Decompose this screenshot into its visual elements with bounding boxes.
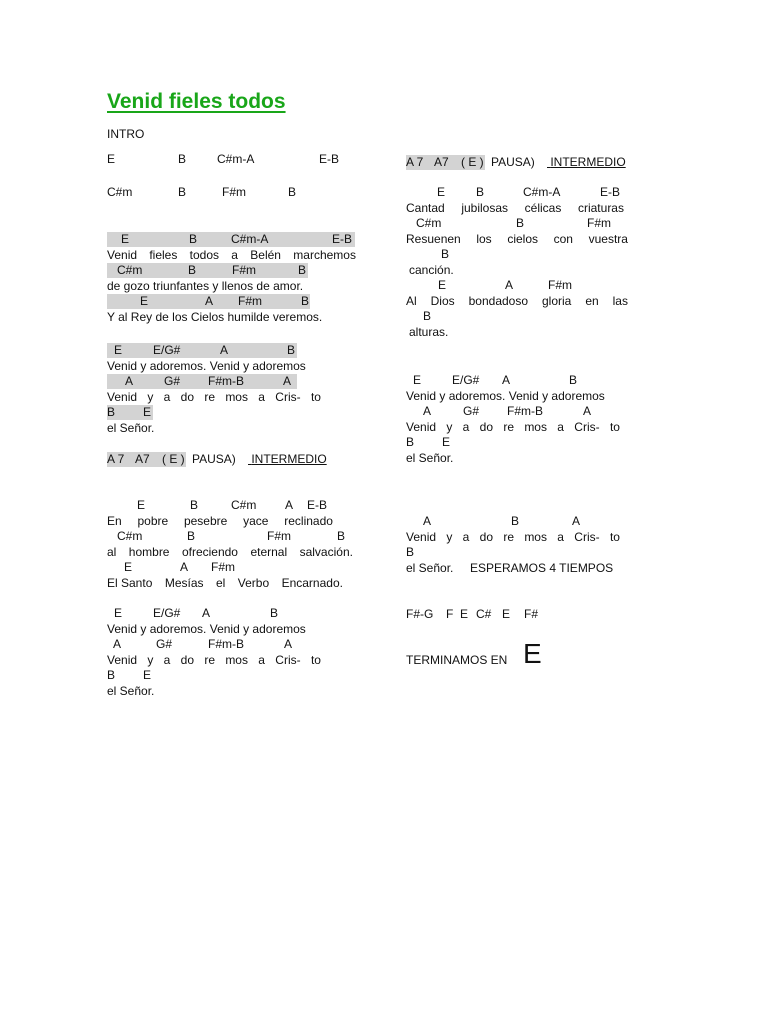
lyric-word: to <box>310 390 321 404</box>
chord: C#m-A <box>523 185 561 199</box>
chorus2-lyric-2 <box>107 653 321 668</box>
chord: A <box>583 404 592 418</box>
chord: B <box>107 405 116 419</box>
chord: A <box>423 514 432 528</box>
chord: B <box>288 185 297 199</box>
chord: B <box>301 294 310 308</box>
chord: G# <box>164 374 181 388</box>
chord: A 7 <box>107 452 125 466</box>
lyric-word: to <box>609 420 620 434</box>
lyric-word: mos <box>524 530 547 544</box>
interlude-left <box>107 452 355 467</box>
chorus1-lyric-1: Venid y adoremos. Venid y adoremos <box>107 359 306 373</box>
v1-chords-3 <box>107 294 355 309</box>
chord: E <box>107 152 116 166</box>
outro-chords <box>406 607 636 622</box>
intermedio-label <box>248 452 327 467</box>
intro-chords-1 <box>107 152 355 167</box>
ending-chords-2 <box>406 545 636 560</box>
chord: A <box>505 278 514 292</box>
chord: A 7 <box>406 155 424 169</box>
intermedio-text: INTERMEDIO <box>251 452 327 466</box>
v1-chords-2 <box>107 263 355 278</box>
chord: F#m-B <box>208 374 244 388</box>
lyric-word: re <box>204 390 215 404</box>
chord: E <box>437 185 446 199</box>
lyric-word: mos <box>524 420 547 434</box>
v2-chords-1 <box>107 498 355 513</box>
chord: A <box>285 498 294 512</box>
lyric-word: pobre <box>137 514 169 528</box>
chord: C#m <box>416 216 442 230</box>
lyric-word: Encarnado. <box>281 576 343 590</box>
lyric-word: y <box>446 530 453 544</box>
chord: B <box>188 263 197 277</box>
song-title: Venid fieles todos <box>107 90 286 113</box>
lyric-word: a <box>258 653 265 667</box>
chord: B <box>270 606 279 620</box>
chord: B <box>178 152 187 166</box>
ending-lyric-1 <box>406 530 620 545</box>
lyric-word: bondadoso <box>468 294 529 308</box>
lyric-word: Belén <box>250 248 281 262</box>
lyric-word: Verbo <box>237 576 270 590</box>
chorus1-lyric-2 <box>107 390 321 405</box>
lyric-word: En <box>107 514 122 528</box>
chord: B <box>298 263 307 277</box>
chord: F#m <box>548 278 572 292</box>
lyric-word: a <box>231 248 238 262</box>
v3-chords-3 <box>406 247 636 262</box>
chord: B <box>287 343 296 357</box>
lyric-word: jubilosas <box>461 201 509 215</box>
chord: E <box>121 232 130 246</box>
chord: F <box>446 607 454 621</box>
lyric-word: re <box>503 420 514 434</box>
lyric-word: los <box>476 232 492 246</box>
lyric-word: célicas <box>524 201 562 215</box>
lyric-word: Cantad <box>406 201 445 215</box>
chord: F#m <box>211 560 235 574</box>
lyric-word: hombre <box>128 545 170 559</box>
lyric-word: a <box>163 653 171 667</box>
chorus1-chords-2 <box>107 374 355 389</box>
chorus3-chords-1 <box>406 373 636 388</box>
lyric-word: pesebre <box>183 514 228 528</box>
chord: A <box>205 294 214 308</box>
chord: F#m <box>238 294 262 308</box>
v2-chords-3 <box>107 560 355 575</box>
lyric-word: las <box>612 294 628 308</box>
lyric-word: salvación. <box>299 545 353 559</box>
chord: A7 <box>434 155 449 169</box>
chord: E-B <box>600 185 621 199</box>
v2-lyric-3 <box>107 576 343 591</box>
chord: B <box>406 545 415 559</box>
v3-lyric-1 <box>406 201 624 216</box>
lyric-word: al <box>107 545 117 559</box>
lyric-word: to <box>609 530 620 544</box>
v1-chords-1 <box>107 232 355 247</box>
lyric-word: a <box>557 530 564 544</box>
chord: A <box>502 373 511 387</box>
pause-label: PAUSA) <box>491 155 535 169</box>
chord: B <box>423 309 432 323</box>
chord: F#m <box>222 185 246 199</box>
chord: B <box>178 185 187 199</box>
chord: B <box>516 216 525 230</box>
v3-lyric-2 <box>406 232 628 247</box>
chorus2-chords-1 <box>107 606 355 621</box>
chord: E <box>137 498 146 512</box>
chorus3-lyric-1: Venid y adoremos. Venid y adoremos <box>406 389 605 403</box>
chord: C#m <box>117 263 143 277</box>
lyric-word: Dios <box>430 294 455 308</box>
chord: F#m-B <box>208 637 244 651</box>
lyric-word: con <box>553 232 573 246</box>
chord: C#m <box>117 529 143 543</box>
chord: F#m <box>267 529 291 543</box>
lyric-word: Resuenen <box>406 232 461 246</box>
chord: A <box>284 637 293 651</box>
v1-lyric-2: de gozo triunfantes y llenos de amor. <box>107 279 304 293</box>
lyric-word: eternal <box>250 545 288 559</box>
lyric-word: mos <box>225 390 248 404</box>
lyric-word: re <box>503 530 514 544</box>
chord: E <box>413 373 422 387</box>
chorus3-chords-3 <box>406 435 636 450</box>
chorus3-chords-2 <box>406 404 636 419</box>
lyric-word: Venid <box>406 420 437 434</box>
chorus2-lyric-3: el Señor. <box>107 684 155 698</box>
chord: F#-G <box>406 607 434 621</box>
chord: A <box>113 637 122 651</box>
chord: ( E ) <box>162 452 185 466</box>
v1-lyric-1 <box>107 248 356 263</box>
chord: E <box>438 278 447 292</box>
chord: E/G# <box>452 373 480 387</box>
chord: E <box>124 560 133 574</box>
lyric-word: mos <box>225 653 248 667</box>
intermedio-text: INTERMEDIO <box>550 155 626 169</box>
chord: A <box>283 374 292 388</box>
chord: ( E ) <box>461 155 484 169</box>
lyric-word: to <box>310 653 321 667</box>
v3-chords-5 <box>406 309 636 324</box>
lyric-word: gloria <box>541 294 572 308</box>
lyric-word: vuestra <box>588 232 628 246</box>
chord: A7 <box>135 452 150 466</box>
lyric-word: y <box>147 390 154 404</box>
lyric-word: a <box>258 390 265 404</box>
chord: A <box>572 514 581 528</box>
lyric-word: marchemos <box>293 248 356 262</box>
lyric-word: a <box>462 530 470 544</box>
lyric-word: Venid <box>107 390 138 404</box>
intermedio-label <box>547 155 626 170</box>
chord: B <box>441 247 450 261</box>
lyric-word: a <box>557 420 564 434</box>
wait-note: ESPERAMOS 4 TIEMPOS <box>470 561 614 575</box>
lyric-word: Cris- <box>275 390 301 404</box>
lyric-word: cielos <box>507 232 538 246</box>
lyric-word: a <box>163 390 171 404</box>
chord: B <box>476 185 485 199</box>
lyric-word: a <box>462 420 470 434</box>
chord: A <box>423 404 432 418</box>
chord: E <box>114 606 123 620</box>
interlude-right <box>406 155 636 170</box>
chord: B <box>406 435 415 449</box>
v2-chords-2 <box>107 529 355 544</box>
chord: E <box>143 405 152 419</box>
chord: E/G# <box>153 343 181 357</box>
chorus3-lyric-3: el Señor. <box>406 451 454 465</box>
end-label: TERMINAMOS EN <box>406 653 508 667</box>
chord: B <box>190 498 199 512</box>
lyric-word: El Santo <box>107 576 153 590</box>
lyric-line: el Señor. <box>406 561 454 575</box>
chord: G# <box>156 637 173 651</box>
chord: C#m-A <box>231 232 269 246</box>
v2-lyric-1 <box>107 514 333 529</box>
lyric-word: do <box>180 653 195 667</box>
chord: E-B <box>332 232 353 246</box>
intro-chords-2 <box>107 185 355 200</box>
lyric-word: do <box>479 420 494 434</box>
chord: E-B <box>319 152 340 166</box>
ending-lyric-2 <box>406 561 636 576</box>
chord: A <box>220 343 229 357</box>
chord: B <box>187 529 196 543</box>
lyric-word: Cris- <box>275 653 301 667</box>
chord: B <box>189 232 198 246</box>
chord: F#m-B <box>507 404 543 418</box>
chorus2-chords-3 <box>107 668 355 683</box>
chord: E <box>114 343 123 357</box>
v3-lyric-3: canción. <box>409 263 454 277</box>
chord: C#m-A <box>217 152 255 166</box>
chord: F#m <box>587 216 611 230</box>
chord: G# <box>463 404 480 418</box>
chorus1-lyric-3: el Señor. <box>107 421 155 435</box>
v3-lyric-5: alturas. <box>409 325 449 339</box>
lyric-word: criaturas <box>577 201 624 215</box>
chorus1-chords-3 <box>107 405 355 420</box>
lyric-word: fieles <box>149 248 178 262</box>
chord: E <box>460 607 469 621</box>
pause-label: PAUSA) <box>192 452 236 466</box>
lyric-word: en <box>585 294 599 308</box>
chord: E <box>143 668 152 682</box>
lyric-word: do <box>479 530 494 544</box>
lyric-word: Venid <box>406 530 437 544</box>
v3-chords-4 <box>406 278 636 293</box>
lyric-word: re <box>204 653 215 667</box>
chord: F# <box>524 607 539 621</box>
lyric-word: reclinado <box>284 514 333 528</box>
chorus3-lyric-2 <box>406 420 620 435</box>
chorus2-lyric-1: Venid y adoremos. Venid y adoremos <box>107 622 306 636</box>
chord-highlight <box>107 374 297 389</box>
lyric-word: el <box>215 576 226 590</box>
lyric-word: do <box>180 390 195 404</box>
chord: C#m <box>107 185 133 199</box>
chord: A <box>202 606 211 620</box>
chord: B <box>511 514 520 528</box>
chorus2-chords-2 <box>107 637 355 652</box>
chord: E <box>502 607 511 621</box>
lyric-word: Cris- <box>574 530 600 544</box>
v1-lyric-3: Y al Rey de los Cielos humilde veremos. <box>107 310 323 324</box>
lyric-word: Venid <box>107 653 138 667</box>
chord: E/G# <box>153 606 181 620</box>
lyric-word: y <box>446 420 453 434</box>
lyric-word: y <box>147 653 154 667</box>
ending-chords-1 <box>406 514 636 529</box>
lyric-word: yace <box>243 514 269 528</box>
v3-lyric-4 <box>406 294 628 309</box>
chord: F#m <box>232 263 256 277</box>
lyric-word: Venid <box>107 248 138 262</box>
v2-lyric-2 <box>107 545 353 560</box>
chord: A <box>180 560 189 574</box>
chord: E-B <box>307 498 328 512</box>
chord: E <box>140 294 149 308</box>
chord: B <box>569 373 578 387</box>
lyric-word: ofreciendo <box>181 545 238 559</box>
lyric-word: Mesías <box>164 576 204 590</box>
chord: E <box>442 435 451 449</box>
intro-label: INTRO <box>107 127 145 141</box>
lyric-word: todos <box>189 248 219 262</box>
chord: B <box>337 529 346 543</box>
chord: A <box>125 374 134 388</box>
chord: C#m <box>231 498 257 512</box>
chord: B <box>107 668 116 682</box>
chorus1-chords-1 <box>107 343 355 358</box>
v3-chords-2 <box>406 216 636 231</box>
lyric-word: Cris- <box>574 420 600 434</box>
v3-chords-1 <box>406 185 636 200</box>
end-chord: E <box>523 638 542 669</box>
lyric-word: Al <box>406 294 417 308</box>
chord: C# <box>476 607 492 621</box>
chord-highlight <box>107 343 297 358</box>
